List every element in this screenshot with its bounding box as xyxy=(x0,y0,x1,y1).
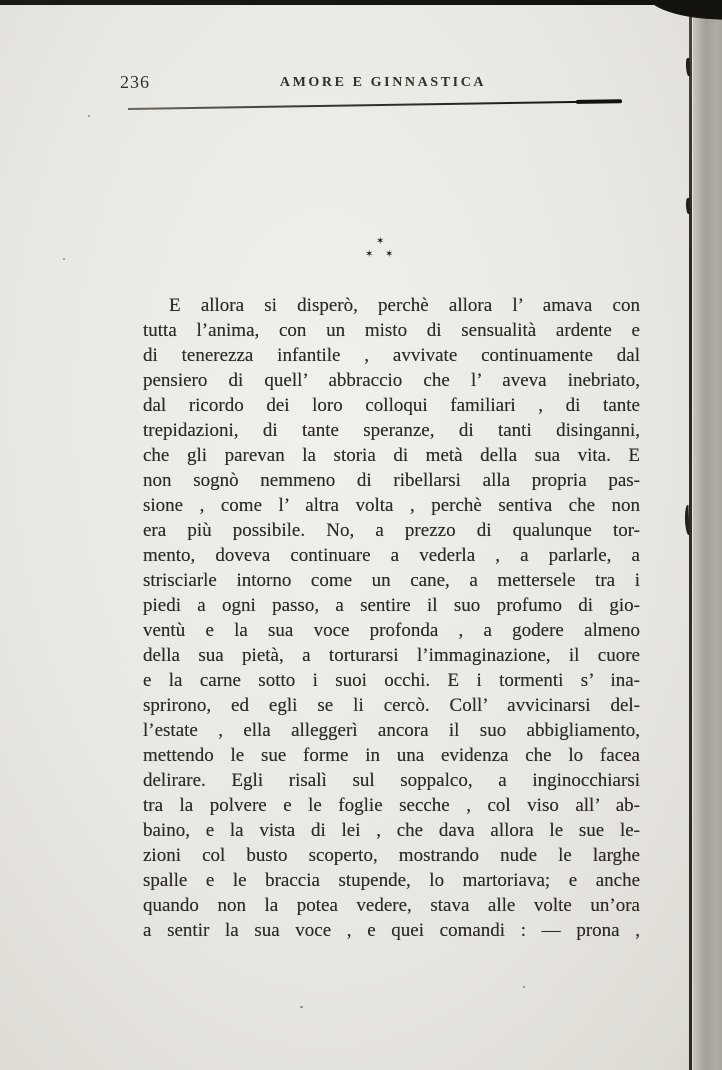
scan-speck xyxy=(300,1006,303,1008)
asterism-star-icon: ✶ xyxy=(376,236,385,247)
scan-artifact-corner-blob xyxy=(647,0,722,20)
running-title: AMORE E GINNASTICA xyxy=(279,75,487,90)
text-line: della sua pietà, a torturarsi l’immaginazione, il cuore xyxy=(143,645,640,666)
text-line: zioni col busto scoperto, mostrando nude le larghe xyxy=(143,845,640,866)
text-line: di tenerezza infantile , avvivate continuamente dal xyxy=(143,345,640,366)
text-line: delirare. Egli risalì sul soppalco, a inginocchiarsi xyxy=(143,770,640,791)
scan-speck xyxy=(63,258,65,260)
asterism-section-break xyxy=(365,237,399,265)
text-line: baino, e la vista di lei , che dava allora le sue le- xyxy=(143,820,640,841)
text-line: l’estate , ella alleggerì ancora il suo abbigliamento, xyxy=(143,720,640,741)
text-line: e la carne sotto i suoi occhi. E i tormenti s’ ina- xyxy=(143,670,640,691)
scan-artifact-page-edge-shadow xyxy=(693,4,722,1070)
text-line: tra la polvere e le foglie secche , col viso all’ ab- xyxy=(143,795,640,816)
scan-artifact-top-edge xyxy=(0,0,722,5)
text-line: strisciarle intorno come un cane, a mettersele tra i xyxy=(143,570,640,591)
text-line: era più possibile. No, a prezzo di qualunque tor- xyxy=(143,520,640,541)
text-line: spalle e le braccia stupende, lo martoriava; e anche xyxy=(143,870,640,891)
body-text xyxy=(143,293,640,943)
text-line: non sognò nemmeno di ribellarsi alla propria pas- xyxy=(143,470,640,491)
scan-speck xyxy=(523,986,525,988)
page-number: 236 xyxy=(120,72,150,92)
scan-artifact-edge-notch xyxy=(686,198,691,214)
text-line: ventù e la sua voce profonda , a godere almeno xyxy=(143,620,640,641)
text-line: a sentir la sua voce , e quei comandi : — prona , xyxy=(143,920,640,941)
text-line: E allora si disperò, perchè allora l’ amava con xyxy=(169,295,640,316)
scan-speck xyxy=(88,115,90,117)
asterism-star-icon: ✶ xyxy=(385,249,394,260)
text-line: trepidazioni, di tante speranze, di tanti disinganni, xyxy=(143,420,640,441)
text-line: sione , come l’ altra volta , perchè sentiva che non xyxy=(143,495,640,516)
text-line: piedi a ogni passo, a sentire il suo profumo di gio- xyxy=(143,595,640,616)
text-line: che gli parevan la storia di metà della sua vita. E xyxy=(143,445,640,466)
scan-artifact-page-edge-line xyxy=(689,16,692,1070)
text-line: tutta l’anima, con un misto di sensualità ardente e xyxy=(143,320,640,341)
text-line: mettendo le sue forme in una evidenza che lo facea xyxy=(143,745,640,766)
asterism-star-icon: ✶ xyxy=(365,249,374,260)
text-line: sprirono, ed egli se li cercò. Coll’ avvicinarsi del- xyxy=(143,695,640,716)
text-line: mento, doveva continuare a vederla , a parlarle, a xyxy=(143,545,640,566)
header-rule xyxy=(128,100,622,110)
text-line: quando non la potea vedere, stava alle volte un’ora xyxy=(143,895,640,916)
text-line: dal ricordo dei loro colloqui familiari , di tante xyxy=(143,395,640,416)
text-line: pensiero di quell’ abbraccio che l’ aveva inebriato, xyxy=(143,370,640,391)
